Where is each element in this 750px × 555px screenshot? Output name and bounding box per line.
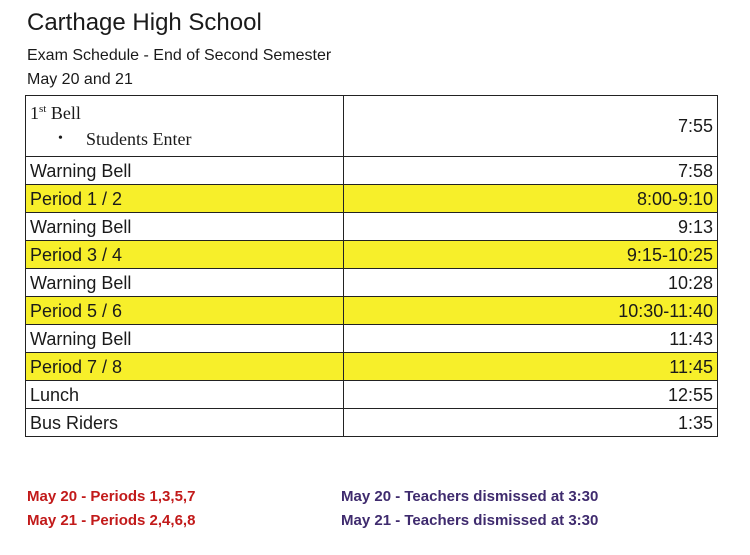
row-label-cell: Warning Bell xyxy=(26,157,344,185)
row-time-cell: 8:00-9:10 xyxy=(344,185,718,213)
row-label-cell: Lunch xyxy=(26,381,344,409)
note-may-20-dismissal: May 20 - Teachers dismissed at 3:30 xyxy=(341,488,599,505)
row-time-cell: 7:58 xyxy=(344,157,718,185)
table-row xyxy=(26,269,718,297)
table-row xyxy=(26,185,718,213)
row-time-cell: 9:13 xyxy=(344,213,718,241)
row-label-cell xyxy=(26,96,344,157)
row-time-cell: 1:35 xyxy=(344,409,718,437)
row-label-cell: Period 1 / 2 xyxy=(26,185,344,213)
row-label-cell: Warning Bell xyxy=(26,213,344,241)
row-label-cell: Period 7 / 8 xyxy=(26,353,344,381)
row-time-cell: 10:28 xyxy=(344,269,718,297)
row-label-cell: Warning Bell xyxy=(26,269,344,297)
row-time-cell: 11:43 xyxy=(344,325,718,353)
first-bell-word: Bell xyxy=(46,103,81,123)
first-bell-number: 1 xyxy=(30,103,39,123)
first-bell-block xyxy=(30,102,339,150)
exam-schedule-table xyxy=(25,95,718,437)
row-time-cell: 9:15-10:25 xyxy=(344,241,718,269)
note-may-20-periods: May 20 - Periods 1,3,5,7 xyxy=(27,488,196,505)
row-time-cell: 12:55 xyxy=(344,381,718,409)
table-row xyxy=(26,157,718,185)
note-may-21-periods: May 21 - Periods 2,4,6,8 xyxy=(27,512,196,529)
table-row xyxy=(26,213,718,241)
table-row xyxy=(26,409,718,437)
note-may-21-dismissal: May 21 - Teachers dismissed at 3:30 xyxy=(341,512,599,529)
table-row xyxy=(26,353,718,381)
period-day-notes xyxy=(27,485,195,533)
row-label-cell: Bus Riders xyxy=(26,409,344,437)
table-row xyxy=(26,381,718,409)
row-time-cell: 10:30-11:40 xyxy=(344,297,718,325)
bullet-item xyxy=(30,128,339,150)
first-bell-ordinal: st xyxy=(39,103,47,115)
row-label-cell: Period 3 / 4 xyxy=(26,241,344,269)
first-bell-label xyxy=(30,102,339,124)
row-time-cell: 7:55 xyxy=(344,96,718,157)
schedule-dates: May 20 and 21 xyxy=(27,71,133,88)
row-label-cell: Period 5 / 6 xyxy=(26,297,344,325)
students-enter-text: Students Enter xyxy=(86,129,192,149)
row-time-cell: 11:45 xyxy=(344,353,718,381)
table-row xyxy=(26,96,718,157)
bullet-icon: • xyxy=(58,131,63,146)
school-title: Carthage High School xyxy=(27,9,262,36)
row-label-cell: Warning Bell xyxy=(26,325,344,353)
teacher-dismissal-notes xyxy=(341,485,598,533)
schedule-subtitle: Exam Schedule - End of Second Semester xyxy=(27,47,332,64)
table-row xyxy=(26,241,718,269)
table-row xyxy=(26,325,718,353)
table-row xyxy=(26,297,718,325)
